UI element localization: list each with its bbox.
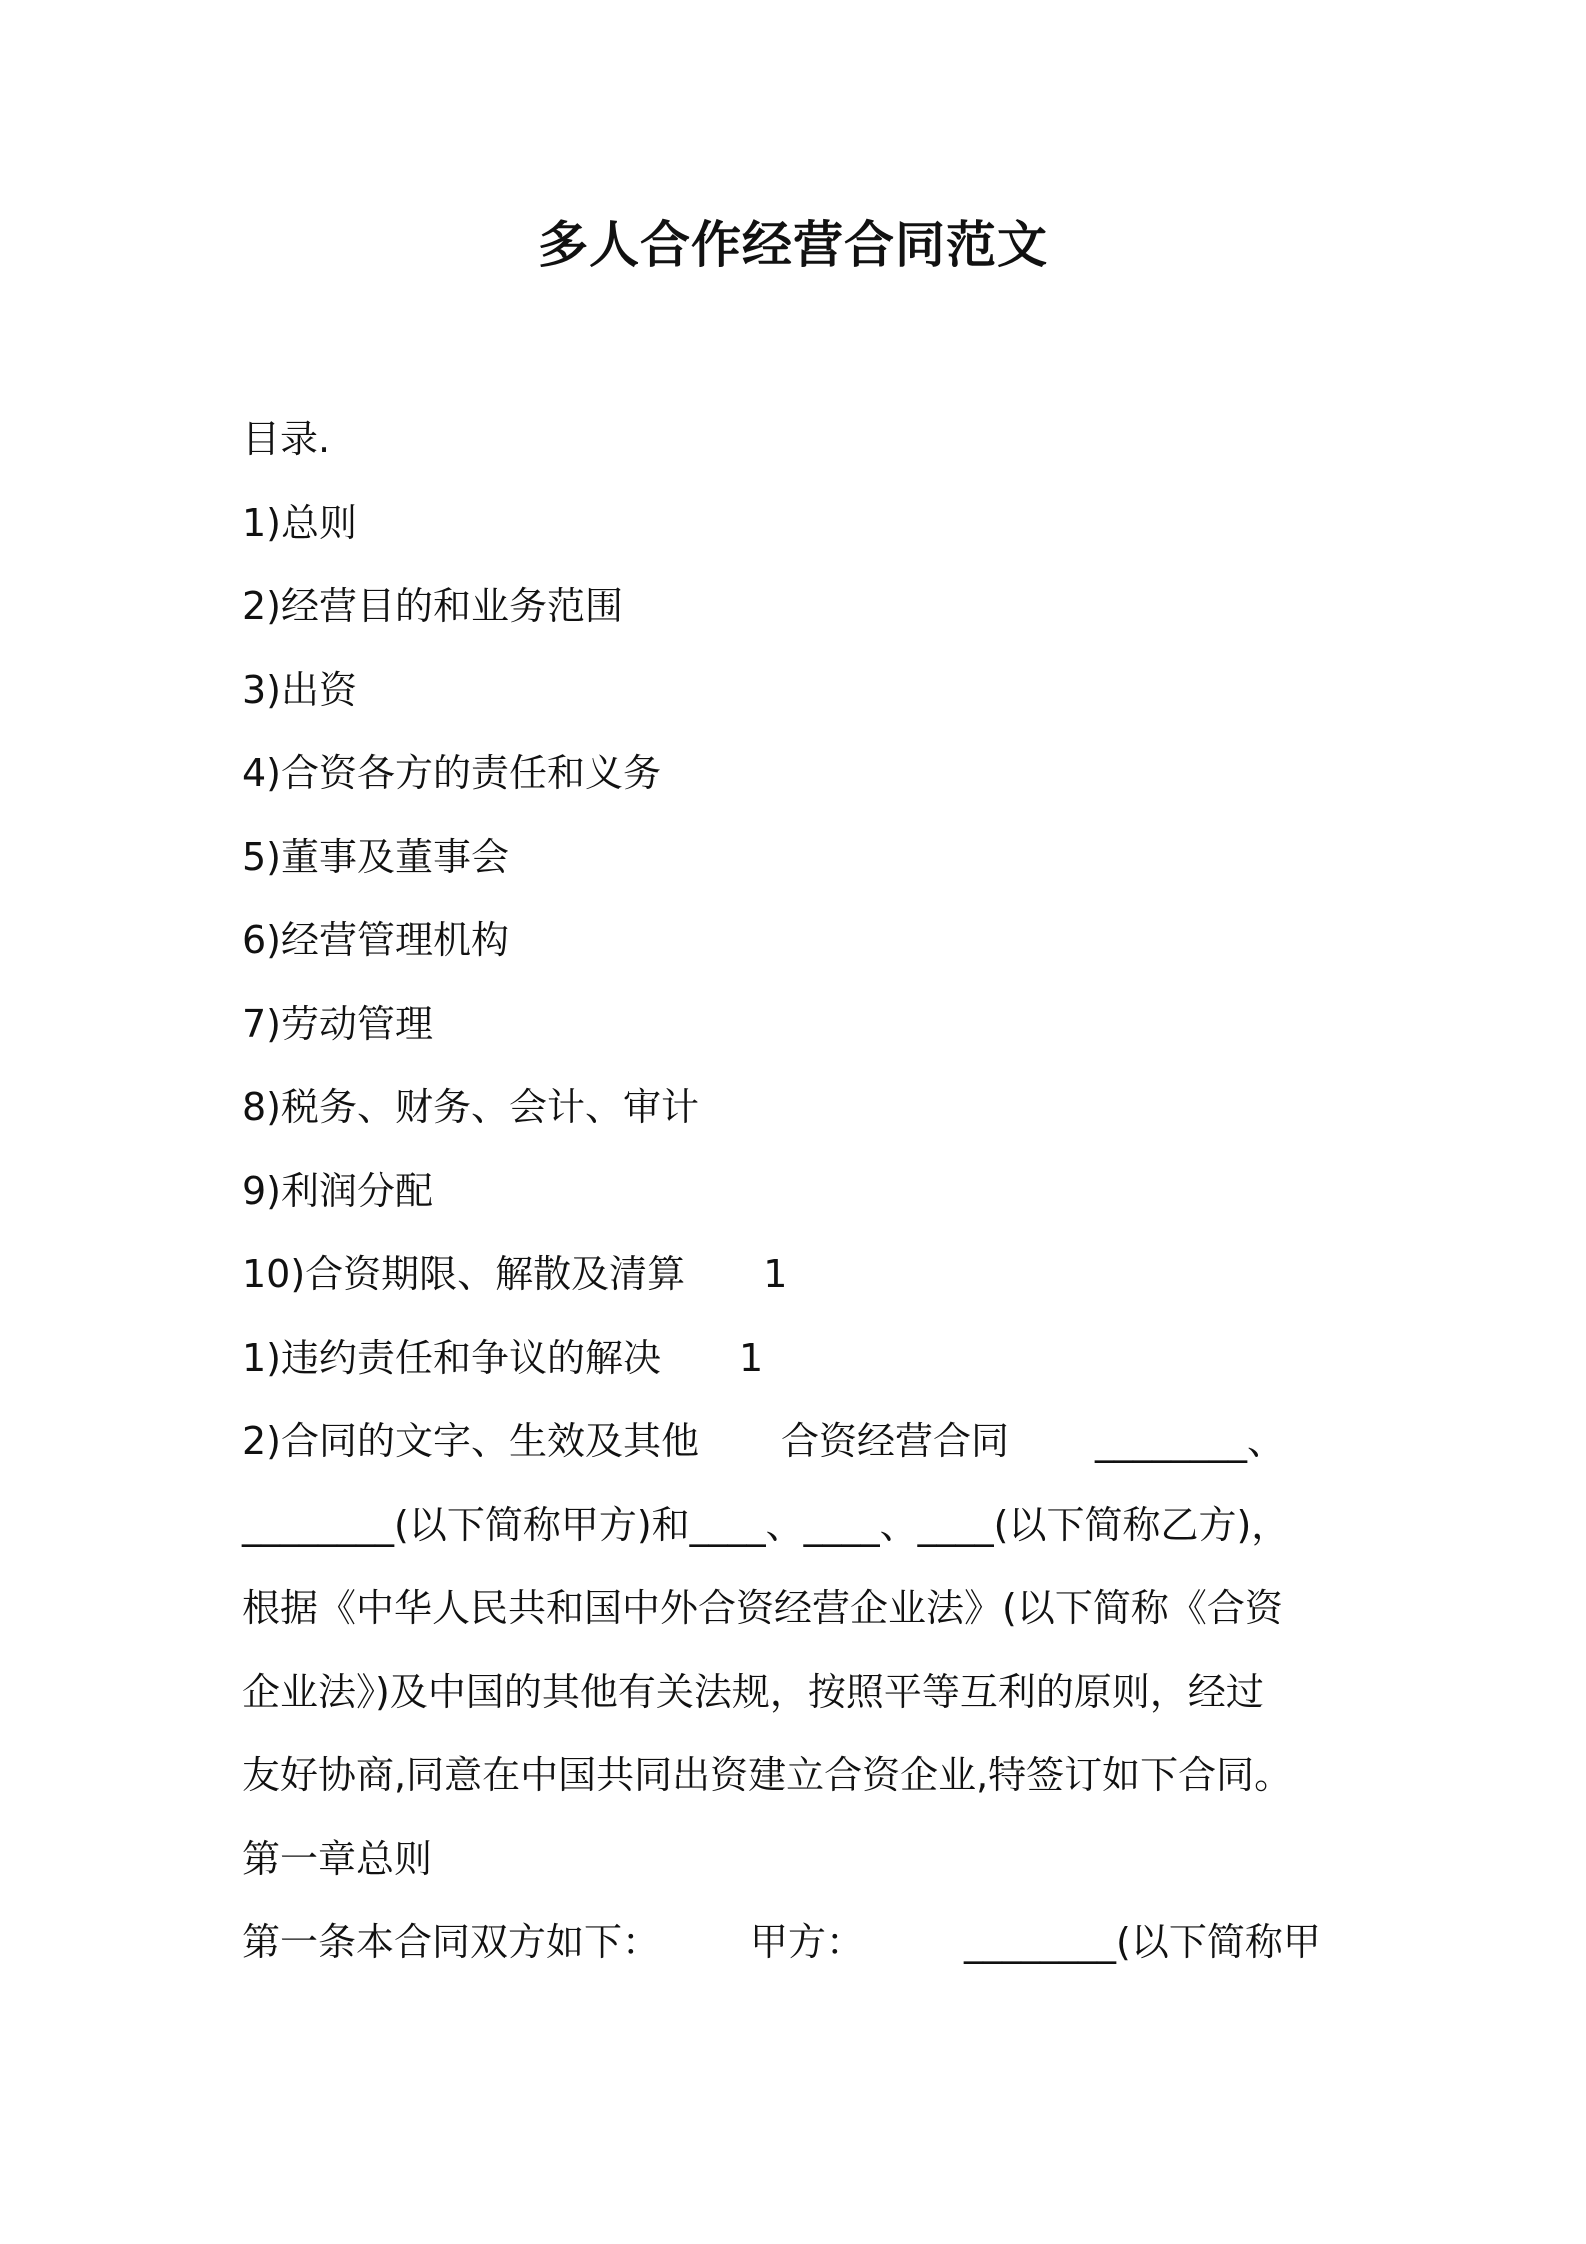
toc-item-11 — [242, 1317, 1360, 1401]
toc-item-10 — [242, 1233, 1360, 1317]
toc-item: 1)总则 — [242, 500, 358, 545]
chapter-heading: 第一章总则 — [242, 1836, 433, 1881]
preamble-line: ________(以下简称甲方)和____、____、____(以下简称乙方)， — [242, 1502, 1290, 1547]
fill-blank: ________(以下简称甲 — [964, 1920, 1321, 1964]
toc-item: 4)合资各方的责任和义务 — [242, 751, 662, 795]
toc-item: 8)税务、财务、会计、审计 — [242, 1085, 700, 1129]
toc-heading: 目录. — [242, 417, 331, 461]
preamble-line: 友好协商,同意在中国共同出资建立合资企业,特签订如下合同。 — [242, 1753, 1293, 1797]
toc-item: 3)出资 — [242, 667, 358, 712]
toc-item-12 — [242, 1400, 1360, 1484]
toc-item: 2)经营目的和业务范围 — [242, 584, 624, 628]
toc-item: 5)董事及董事会 — [242, 834, 510, 879]
toc-item-text: 2)合同的文字、生效及其他 — [242, 1419, 700, 1463]
toc-page-number: 1 — [763, 1252, 788, 1296]
document-body — [242, 398, 1360, 1985]
toc-item: 7)劳动管理 — [242, 1001, 434, 1046]
article-1 — [242, 1901, 1360, 1985]
preamble-line: 企业法》)及中国的其他有关法规，按照平等互利的原则，经过 — [242, 1669, 1264, 1714]
toc-item-text: 1)违约责任和争议的解决 — [242, 1335, 662, 1380]
party-label: 甲方： — [750, 1920, 865, 1964]
toc-page-number: 1 — [739, 1335, 764, 1380]
fill-blank: ________、 — [1095, 1419, 1286, 1463]
contract-heading-inline: 合资经营合同 — [781, 1419, 1010, 1463]
article-lead: 第一条本合同双方如下： — [242, 1920, 661, 1964]
document-title: 多人合作经营合同范文 — [538, 216, 1048, 274]
toc-item: 6)经营管理机构 — [242, 918, 510, 962]
preamble-line: 根据《中华人民共和国中外合资经营企业法》(以下简称《合资 — [242, 1586, 1283, 1630]
toc-item-text: 10)合资期限、解散及清算 — [242, 1252, 686, 1296]
toc-item: 9)利润分配 — [242, 1168, 434, 1213]
